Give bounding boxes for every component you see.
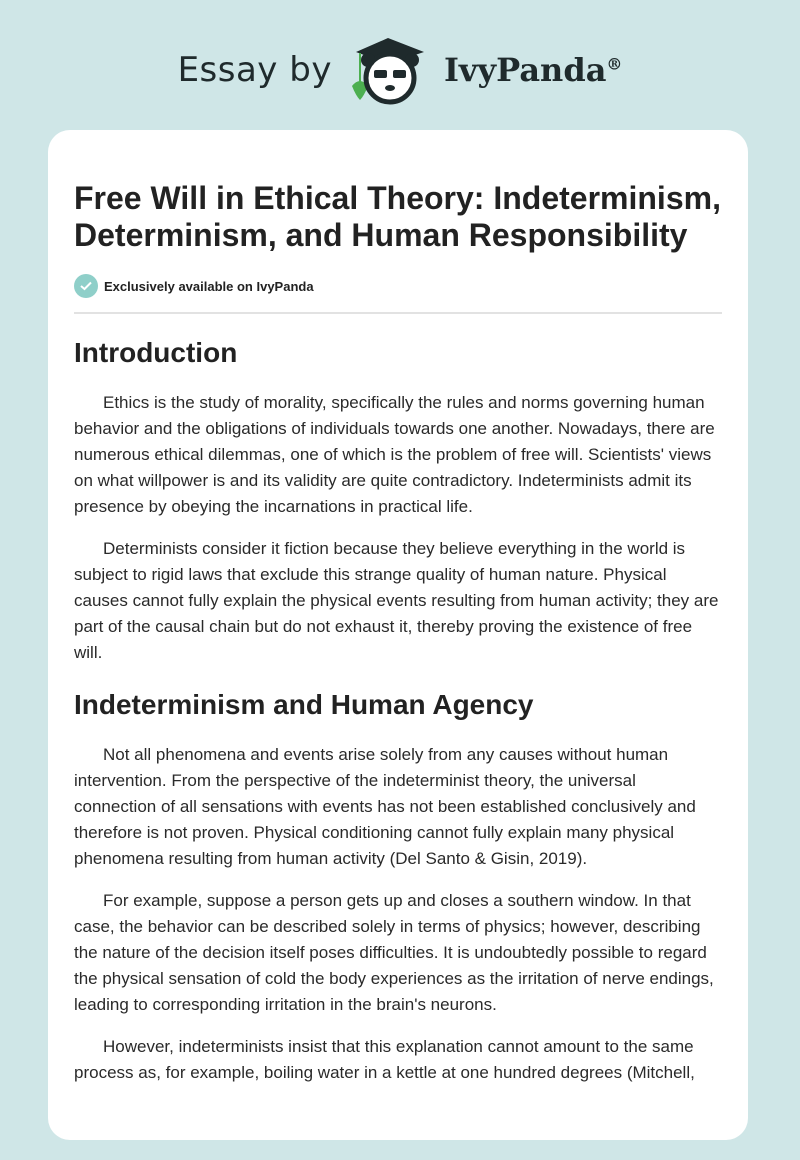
essay-by-label: Essay by xyxy=(177,50,332,90)
check-icon xyxy=(74,274,98,298)
essay-title: Free Will in Ethical Theory: Indeterminism, Determinism, and Human Responsibility xyxy=(74,180,721,253)
paragraph: Not all phenomena and events arise solely from any causes without human intervention. From the perspective of the indeterminist theory, the universal connection of all sensations with events has not been established conclusively and therefore is not proven. Physical conditioning cannot fully explain many physical phenomena resulting from human activity (Del Santo & Gisin, 2019). xyxy=(74,745,696,868)
paragraph: Determinists consider it fiction because they believe everything in the world is subject to rigid laws that exclude this strange quality of human nature. Physical causes cannot fully explain the physical events resulting from human activity; they are part of the causal chain but do not exhaust it, thereby proving the existence of free will. xyxy=(74,539,719,662)
paragraph: However, indeterminists insist that this explanation cannot amount to the same process as, for example, boiling water in a kettle at one hundred degrees (Mitchell, xyxy=(74,1037,695,1082)
exclusive-badge xyxy=(74,274,722,298)
brand-name: IvyPanda® xyxy=(443,51,623,89)
section-heading: Introduction xyxy=(74,337,238,368)
essay-card xyxy=(48,130,748,1140)
site-header xyxy=(0,20,800,120)
section-heading: Indeterminism and Human Agency xyxy=(74,689,534,720)
ivypanda-logo-icon xyxy=(346,34,430,106)
paragraph: Ethics is the study of morality, specifically the rules and norms governing human behavior and the obligations of individuals towards one another. Nowadays, there are numerous ethical dilemmas, one of which is the problem of free will. Scientists' views on what willpower is and its validity are quite contradictory. Indeterminists admit its presence by obeying the incarnations in practical life. xyxy=(74,393,715,516)
badge-label: Exclusively available on IvyPanda xyxy=(104,278,314,294)
divider xyxy=(74,312,722,314)
paragraph: For example, suppose a person gets up and closes a southern window. In that case, the behavior can be described solely in terms of physics; however, describing the nature of the decision itself poses difficulties. It is undoubtedly possible to regard the physical sensation of cold the body experiences as the irritation of nerve endings, leading to corresponding irritation in the brain's neurons. xyxy=(74,891,714,1014)
